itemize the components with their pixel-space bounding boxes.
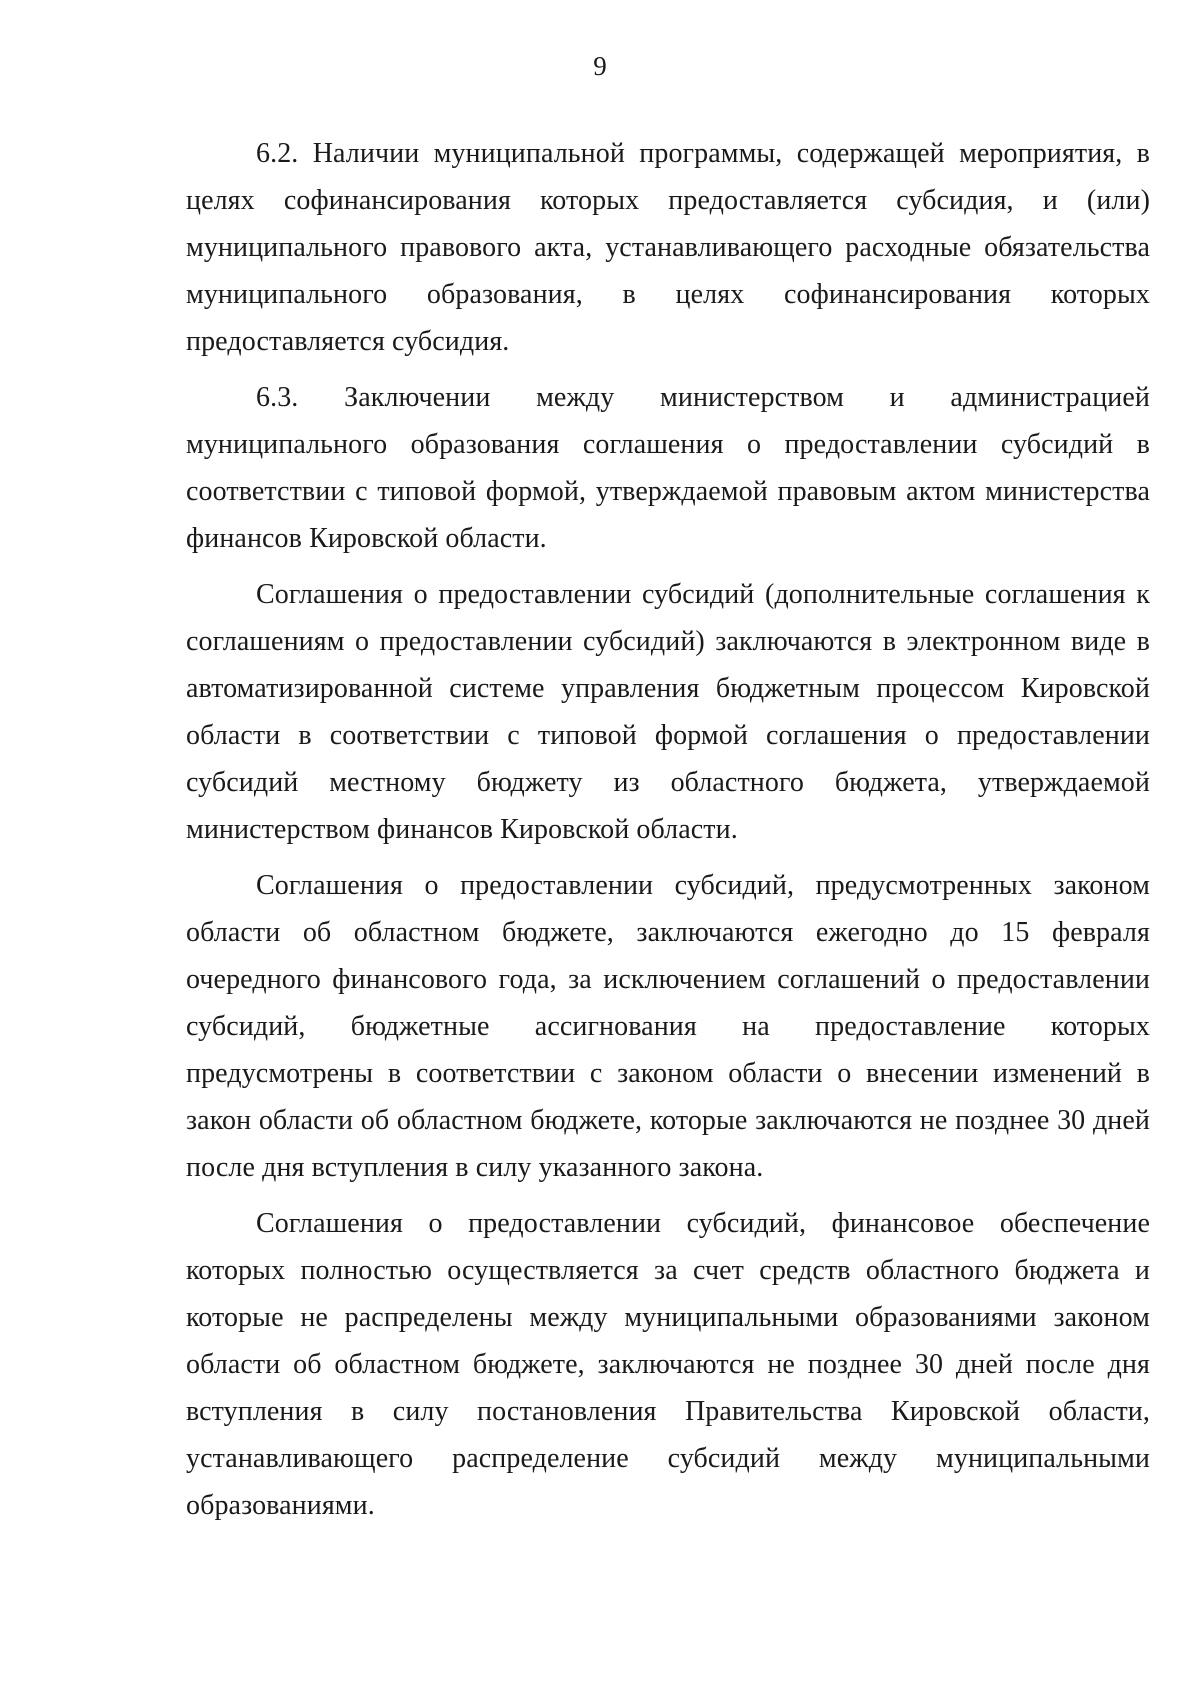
paragraph-6-3: 6.3. Заключении между министерством и администрацией муниципального образования соглашения о предоставлении субсидий в соответствии с типовой формой, утверждаемой правовым актом министерства финансов Кировской области.	[186, 382, 1150, 554]
paragraph-electronic-agreements: Соглашения о предоставлении субсидий (дополнительные соглашения к соглашениям о предоставлении субсидий) заключаются в электронном виде в автоматизированной системе управления бюджетным процессом Кировской области в соответствии с типовой формой соглашения о предоставлении субсидий местному бюджету из областного бюджета, утверждаемой министерством финансов Кировской области.	[186, 579, 1150, 845]
paragraph-regional-funded-agreements: Соглашения о предоставлении субсидий, финансовое обеспечение которых полностью осуществляется за счет средств областного бюджета и которые не распределены между муниципальными образованиями законом области об областном бюджете, заключаются не позднее 30 дней после дня вступления в силу постановления Правительства Кировской области, устанавливающего распределение субсидий между муниципальными образованиями.	[186, 1208, 1150, 1521]
paragraph-agreement-deadline: Соглашения о предоставлении субсидий, предусмотренных законом области об областном бюджете, заключаются ежегодно до 15 февраля очередного финансового года, за исключением соглашений о предоставлении субсидий, бюджетные ассигнования на предоставление которых предусмотрены в соответствии с законом области о внесении изменений в закон области об областном бюджете, которые заключаются не позднее 30 дней после дня вступления в силу указанного закона.	[186, 870, 1150, 1183]
page-number: 9	[593, 51, 607, 81]
document-body	[186, 130, 1150, 1538]
paragraph-6-2: 6.2. Наличии муниципальной программы, содержащей мероприятия, в целях софинансирования которых предоставляется субсидия, и (или) муниципального правового акта, устанавливающего расходные обязательства муниципального образования, в целях софинансирования которых предоставляется субсидия.	[186, 138, 1150, 357]
